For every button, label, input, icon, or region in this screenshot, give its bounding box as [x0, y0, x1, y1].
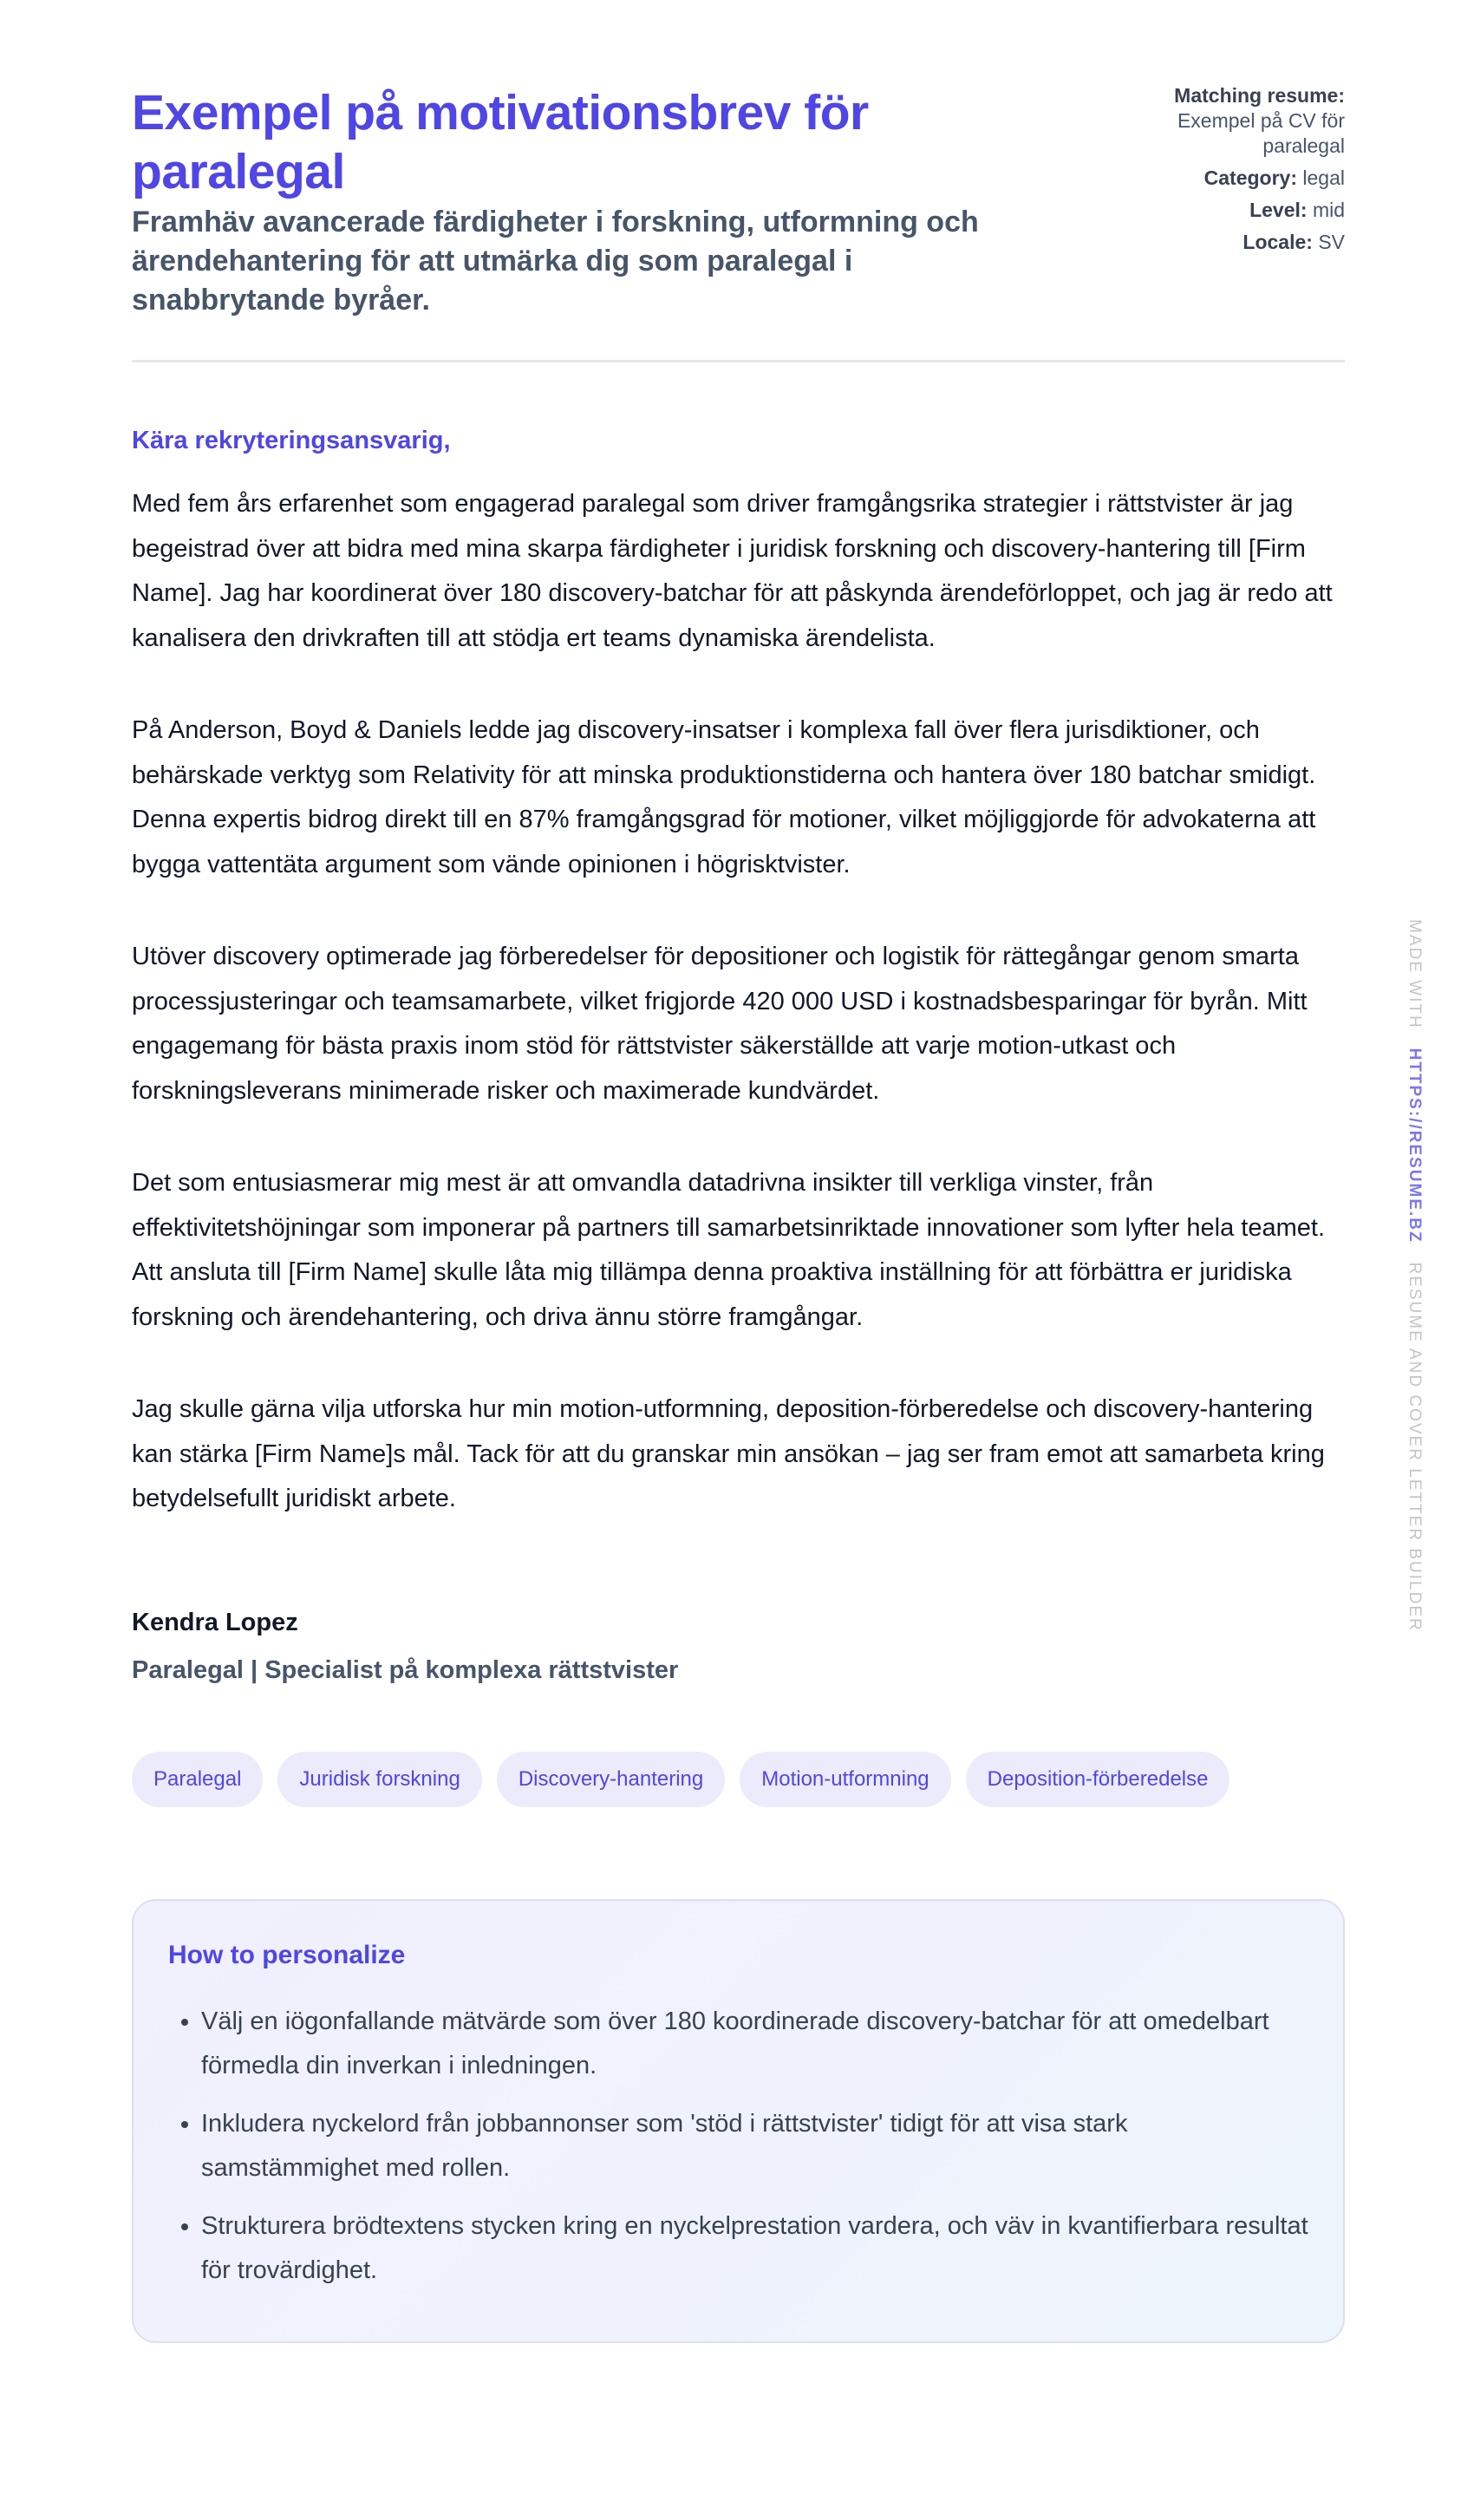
- tip-item: • Strukturera brödtextens stycken kring en nyckelprestation vardera, och väv in kvantifierbara resultat för trovärdighet.: [201, 2204, 1308, 2293]
- title-block: [132, 83, 1051, 320]
- divider: [132, 360, 1345, 362]
- tip-item: • Välj en iögonfallande mätvärde som över 180 koordinerade discovery-batchar för att omedelbart förmedla din inverkan i inledningen.: [201, 2000, 1308, 2088]
- greeting: Kära rekryteringsansvarig,: [132, 427, 451, 454]
- watermark-suffix: RESUME AND COVER LETTER BUILDER: [1406, 1262, 1424, 1632]
- skill-tags: [132, 1752, 1345, 1807]
- category-value: legal: [1302, 166, 1345, 189]
- tips-title: How to personalize: [168, 1940, 406, 1969]
- skill-tag: Motion-utformning: [740, 1752, 950, 1807]
- locale-label: Locale:: [1242, 231, 1313, 253]
- signature-name: Kendra Lopez: [132, 1608, 298, 1636]
- level-value: mid: [1312, 199, 1345, 221]
- level-label: Level:: [1249, 199, 1308, 221]
- skill-tag: Deposition-förberedelse: [966, 1752, 1230, 1807]
- skill-tag: Discovery-hantering: [497, 1752, 725, 1807]
- matching-resume-value: Exempel på CV för paralegal: [1177, 109, 1345, 157]
- matching-resume-label: Matching resume:: [1174, 84, 1345, 107]
- locale-value: SV: [1318, 231, 1345, 253]
- watermark-prefix: MADE WITH: [1406, 919, 1424, 1029]
- tips-list: [168, 2000, 1308, 2293]
- level: [1137, 198, 1345, 223]
- matching-resume: [1137, 83, 1345, 159]
- skill-tag: Juridisk forskning: [277, 1752, 481, 1807]
- cover-letter-page: [132, 83, 1345, 2343]
- tip-item: • Inkludera nyckelord från jobbannonser som 'stöd i rättstvister' tidigt för att visa stark samstämmighet med rollen.: [201, 2102, 1308, 2190]
- letter-paragraph: Jag skulle gärna vilja utforska hur min motion-utformning, deposition-förberedelse och discovery-hantering kan stärka [Firm Name]s mål. Tack för att du granskar min ansökan – jag ser fram emot att samarbeta kring betydelsefullt juridiskt arbete.: [132, 1395, 1325, 1512]
- letter-paragraph: På Anderson, Boyd & Daniels ledde jag discovery-insatser i komplexa fall över flera jurisdiktioner, och behärskade verktyg som Relativity för att minska produktionstiderna och hantera över 180 batchar smidigt. Denna expertis bidrog direkt till en 87% framgångsgrad för motioner, vilket möjliggjorde för advokaterna att bygga vattentäta argument som vände opinionen i högrisktvister.: [132, 716, 1316, 878]
- watermark: [1405, 919, 1424, 1632]
- meta-info: [1137, 83, 1345, 320]
- header: [132, 83, 1345, 320]
- page-subtitle: Framhäv avancerade färdigheter i forskning, utformning och ärendehantering för att utmärka dig som paralegal i snabbrytande byråer.: [132, 206, 979, 317]
- category: [1137, 166, 1345, 191]
- letter-paragraph: Utöver discovery optimerade jag förberedelser för depositioner och logistik för rättegångar genom smarta processjusteringar och teamsamarbete, vilket frigjorde 420 000 USD i kostnadsbesparingar för byrån. Mitt engagemang för bästa praxis inom stöd för rättstvister säkerställde att varje motion-utkast och forskningsleverans minimerade risker och maximerade kundvärdet.: [132, 943, 1308, 1105]
- skill-tag: Paralegal: [132, 1752, 263, 1807]
- letter-paragraph: Det som entusiasmerar mig mest är att omvandla datadrivna insikter till verkliga vinster, från effektivitetshöjningar som imponerar på partners till samarbetsinriktade innovationer som lyfter hela teamet. Att ansluta till [Firm Name] skulle låta mig tillämpa denna proaktiva inställning för att förbättra er juridiska forskning och ärendehantering, och driva ännu större framgångar.: [132, 1169, 1326, 1331]
- personalize-tips-box: [132, 1899, 1345, 2343]
- locale: [1137, 230, 1345, 255]
- signature-role: Paralegal | Specialist på komplexa rättstvister: [132, 1655, 679, 1684]
- page-title: Exempel på motivationsbrev för paralegal: [132, 85, 869, 199]
- category-label: Category:: [1203, 166, 1297, 189]
- watermark-link[interactable]: HTTPS://RESUME.BZ: [1406, 1048, 1424, 1244]
- letter-paragraph: Med fem års erfarenhet som engagerad paralegal som driver framgångsrika strategier i rättstvister är jag begeistrad över att bidra med mina skarpa färdigheter i juridisk forskning och discovery-hantering till [Firm Name]. Jag har koordinerat över 180 discovery-batchar för att påskynda ärendeförloppet, och jag är redo att kanalisera den drivkraften till att stödja ert teams dynamiska ärendelista.: [132, 490, 1333, 652]
